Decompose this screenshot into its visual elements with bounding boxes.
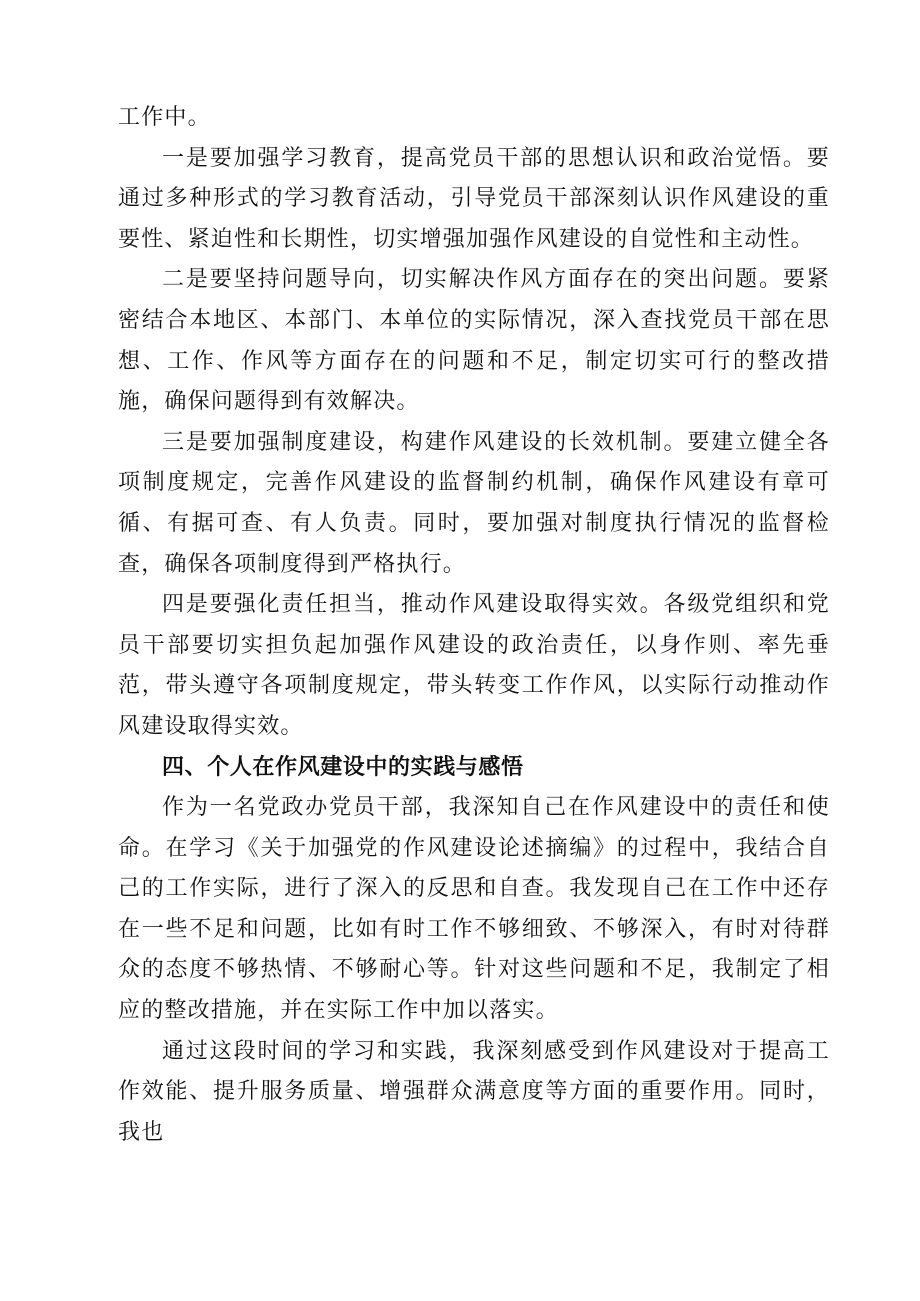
paragraph-study-education: 一是要加强学习教育，提高党员干部的思想认识和政治觉悟。要通过多种形式的学习教育活动，引导党员干部深刻认识作风建设的重要性、紧迫性和长期性，切实增强加强作风建设的自觉性和主动性。 xyxy=(118,145,830,252)
paragraph-system-building: 三是要加强制度建设，构建作风建设的长效机制。要建立健全各项制度规定，完善作风建设的监督制约机制，确保作风建设有章可循、有据可查、有人负责。同时，要加强对制度执行情况的监督检查，确保各项制度得到严格执行。 xyxy=(118,429,830,577)
paragraph-personal-practice: 作为一名党政办党员干部，我深知自己在作风建设中的责任和使命。在学习《关于加强党的作风建设论述摘编》的过程中，我结合自己的工作实际，进行了深入的反思和自查。我发现自己在工作中还存在一些不足和问题，比如有时工作不够细致、不够深入，有时对待群众的态度不够热情、不够耐心等。针对这些问题和不足，我制定了相应的整改措施，并在实际工作中加以落实。 xyxy=(118,795,830,1024)
continuation-text: 工作中。 xyxy=(118,105,211,130)
paragraph-reflection: 通过这段时间的学习和实践，我深刻感受到作风建设对于提高工作效能、提升服务质量、增强群众满意度等方面的重要作用。同时，我也 xyxy=(118,1038,830,1145)
section-heading: 四、个人在作风建设中的实践与感悟 xyxy=(162,754,524,780)
paragraph-problem-oriented: 二是要坚持问题导向，切实解决作风方面存在的突出问题。要紧密结合本地区、本部门、本单位的实际情况，深入查找党员干部在思想、工作、作风等方面存在的问题和不足，制定切实可行的整改措施，确保问题得到有效解决。 xyxy=(118,267,830,415)
document-body xyxy=(118,98,830,1153)
paragraph-responsibility: 四是要强化责任担当，推动作风建设取得实效。各级党组织和党员干部要切实担负起加强作风建设的政治责任，以身作则、率先垂范，带头遵守各项制度规定，带头转变工作作风，以实际行动推动作风建设取得实效。 xyxy=(118,592,830,739)
